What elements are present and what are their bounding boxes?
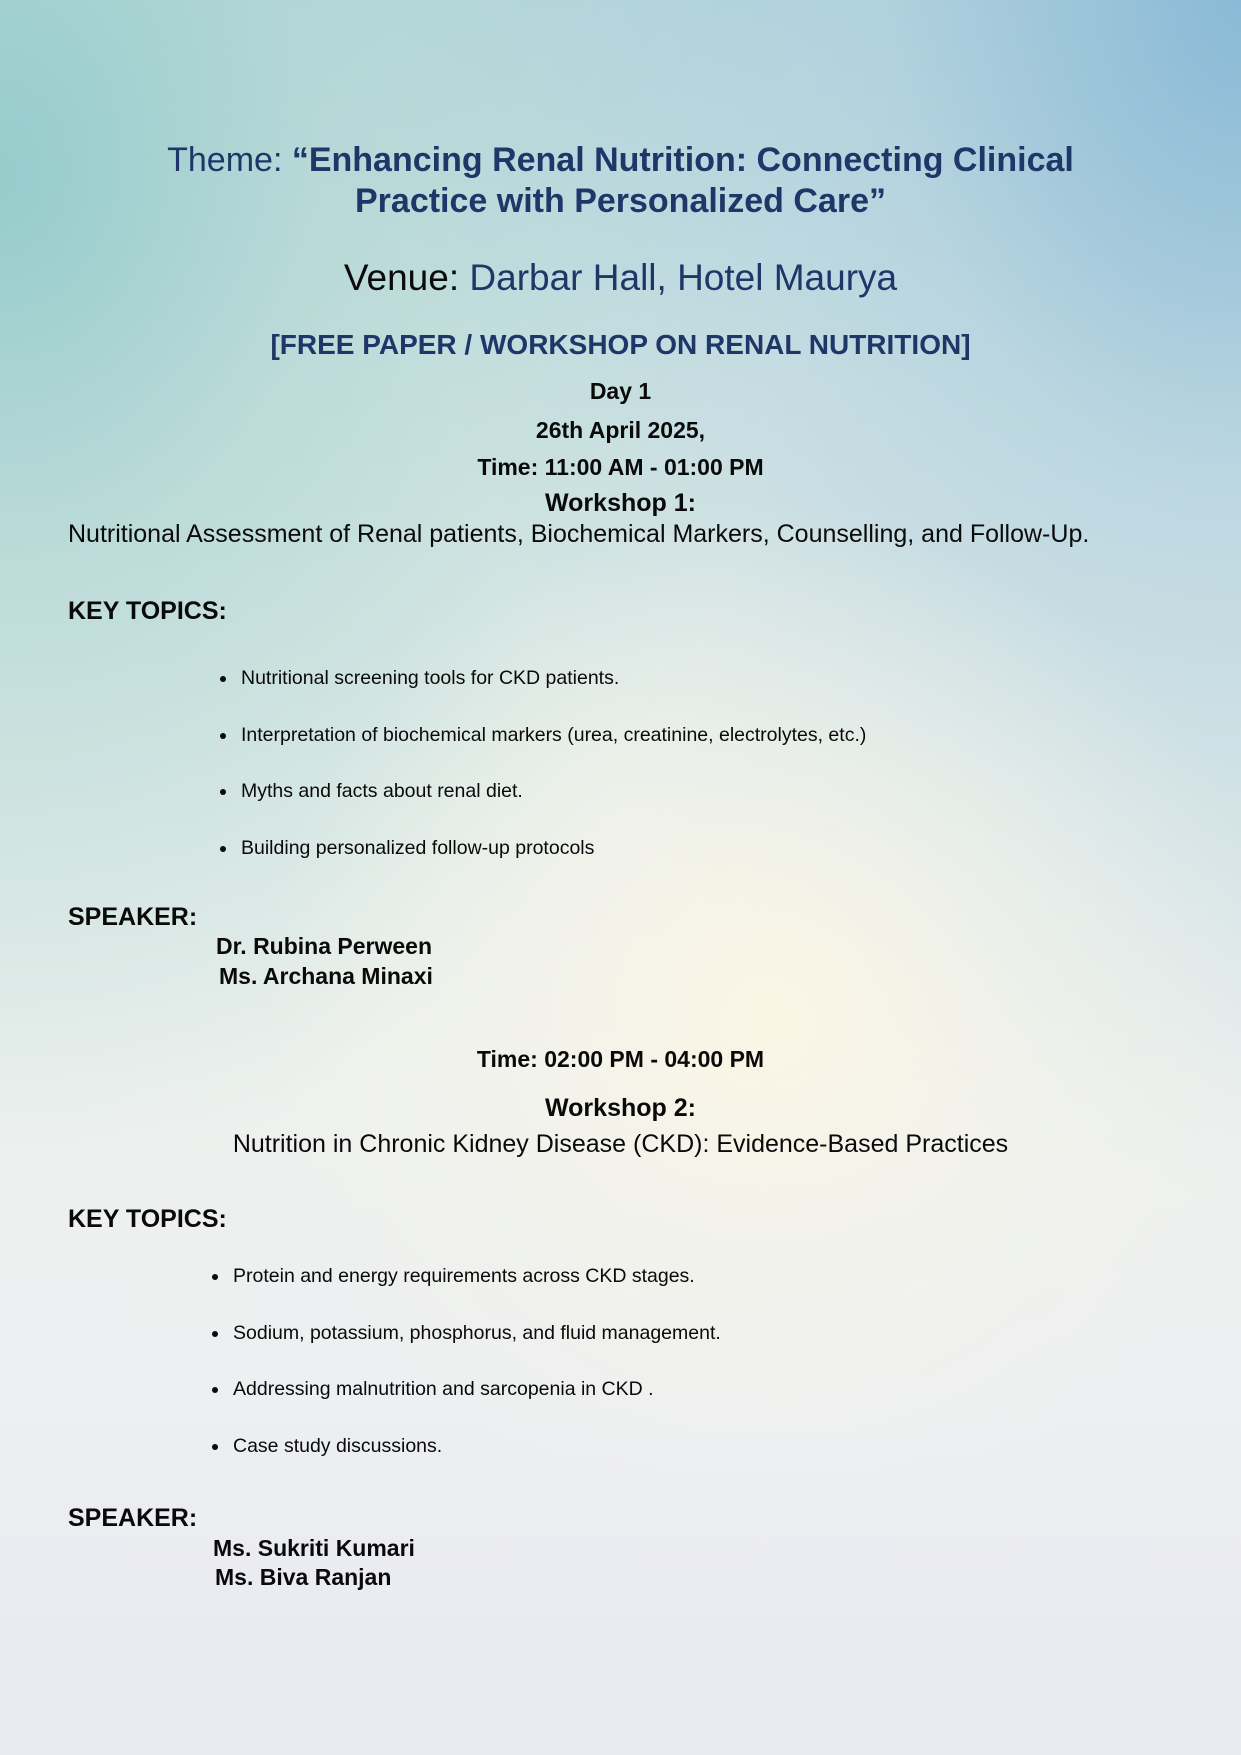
bullet-icon xyxy=(220,846,226,852)
workshop2-speaker-1: Ms. Sukriti Kumari xyxy=(213,1535,415,1561)
topic-text: Case study discussions. xyxy=(233,1434,443,1457)
workshop2-speaker-2: Ms. Biva Ranjan xyxy=(215,1564,392,1590)
topic-text: Protein and energy requirements across CKD stages. xyxy=(233,1265,695,1287)
workshop2-topics-list xyxy=(233,1264,721,1490)
workshop1-title: Workshop 1: xyxy=(545,489,696,517)
list-item xyxy=(233,1434,721,1458)
workshop1-topics-heading: KEY TOPICS: xyxy=(68,597,227,625)
list-item xyxy=(241,723,866,747)
bullet-icon xyxy=(220,733,226,739)
bullet-icon xyxy=(212,1331,218,1337)
day-label: Day 1 xyxy=(589,378,652,404)
workshop1-time: Time: 11:00 AM - 01:00 PM xyxy=(477,454,764,480)
theme-line-1 xyxy=(0,140,1241,181)
topic-text: Building personalized follow-up protocols xyxy=(241,836,595,859)
list-item xyxy=(233,1377,721,1401)
workshop1-speaker-2: Ms. Archana Minaxi xyxy=(219,963,433,989)
venue-value: Darbar Hall, Hotel Maurya xyxy=(469,257,898,298)
list-item xyxy=(233,1264,721,1288)
workshop2-time: Time: 02:00 PM - 04:00 PM xyxy=(476,1046,765,1072)
list-item xyxy=(233,1321,721,1345)
bullet-icon xyxy=(212,1444,218,1450)
workshop1-topics-list xyxy=(241,666,866,892)
theme-title xyxy=(0,140,1241,222)
topic-text: Interpretation of biochemical markers (urea, creatinine, electrolytes, etc.) xyxy=(241,723,867,746)
workshop1-speaker-heading: SPEAKER: xyxy=(68,903,198,931)
workshop2-title: Workshop 2: xyxy=(545,1094,696,1122)
topic-text: Nutritional screening tools for CKD patients. xyxy=(241,667,620,689)
topic-text: Sodium, potassium, phosphorus, and fluid management. xyxy=(233,1321,721,1344)
bullet-icon xyxy=(220,789,226,795)
program-title: [FREE PAPER / WORKSHOP ON RENAL NUTRITION] xyxy=(270,329,971,360)
list-item xyxy=(241,836,866,860)
theme-prefix: Theme: xyxy=(167,141,292,179)
list-item xyxy=(241,779,866,803)
workshop2-speaker-heading: SPEAKER: xyxy=(68,1504,198,1532)
bullet-icon xyxy=(212,1387,218,1393)
bullet-icon xyxy=(220,676,226,682)
bullet-icon xyxy=(212,1274,218,1280)
theme-text-line-1: “Enhancing Renal Nutrition: Connecting Clinical xyxy=(291,141,1074,179)
topic-text: Addressing malnutrition and sarcopenia in CKD . xyxy=(233,1378,654,1400)
topic-text: Myths and facts about renal diet. xyxy=(241,780,523,802)
list-item xyxy=(241,666,866,690)
workshop1-speaker-1: Dr. Rubina Perween xyxy=(216,933,433,959)
venue-line xyxy=(0,256,1241,300)
workshop2-description: Nutrition in Chronic Kidney Disease (CKD): Evidence-Based Practices xyxy=(232,1130,1009,1158)
event-date: 26th April 2025, xyxy=(535,417,706,443)
theme-text-line-2: Practice with Personalized Care” xyxy=(355,182,886,220)
workshop2-topics-heading: KEY TOPICS: xyxy=(68,1205,227,1233)
venue-label: Venue: xyxy=(343,257,470,298)
workshop1-description: Nutritional Assessment of Renal patients, Biochemical Markers, Counselling, and Follow-Up. xyxy=(68,520,1090,548)
